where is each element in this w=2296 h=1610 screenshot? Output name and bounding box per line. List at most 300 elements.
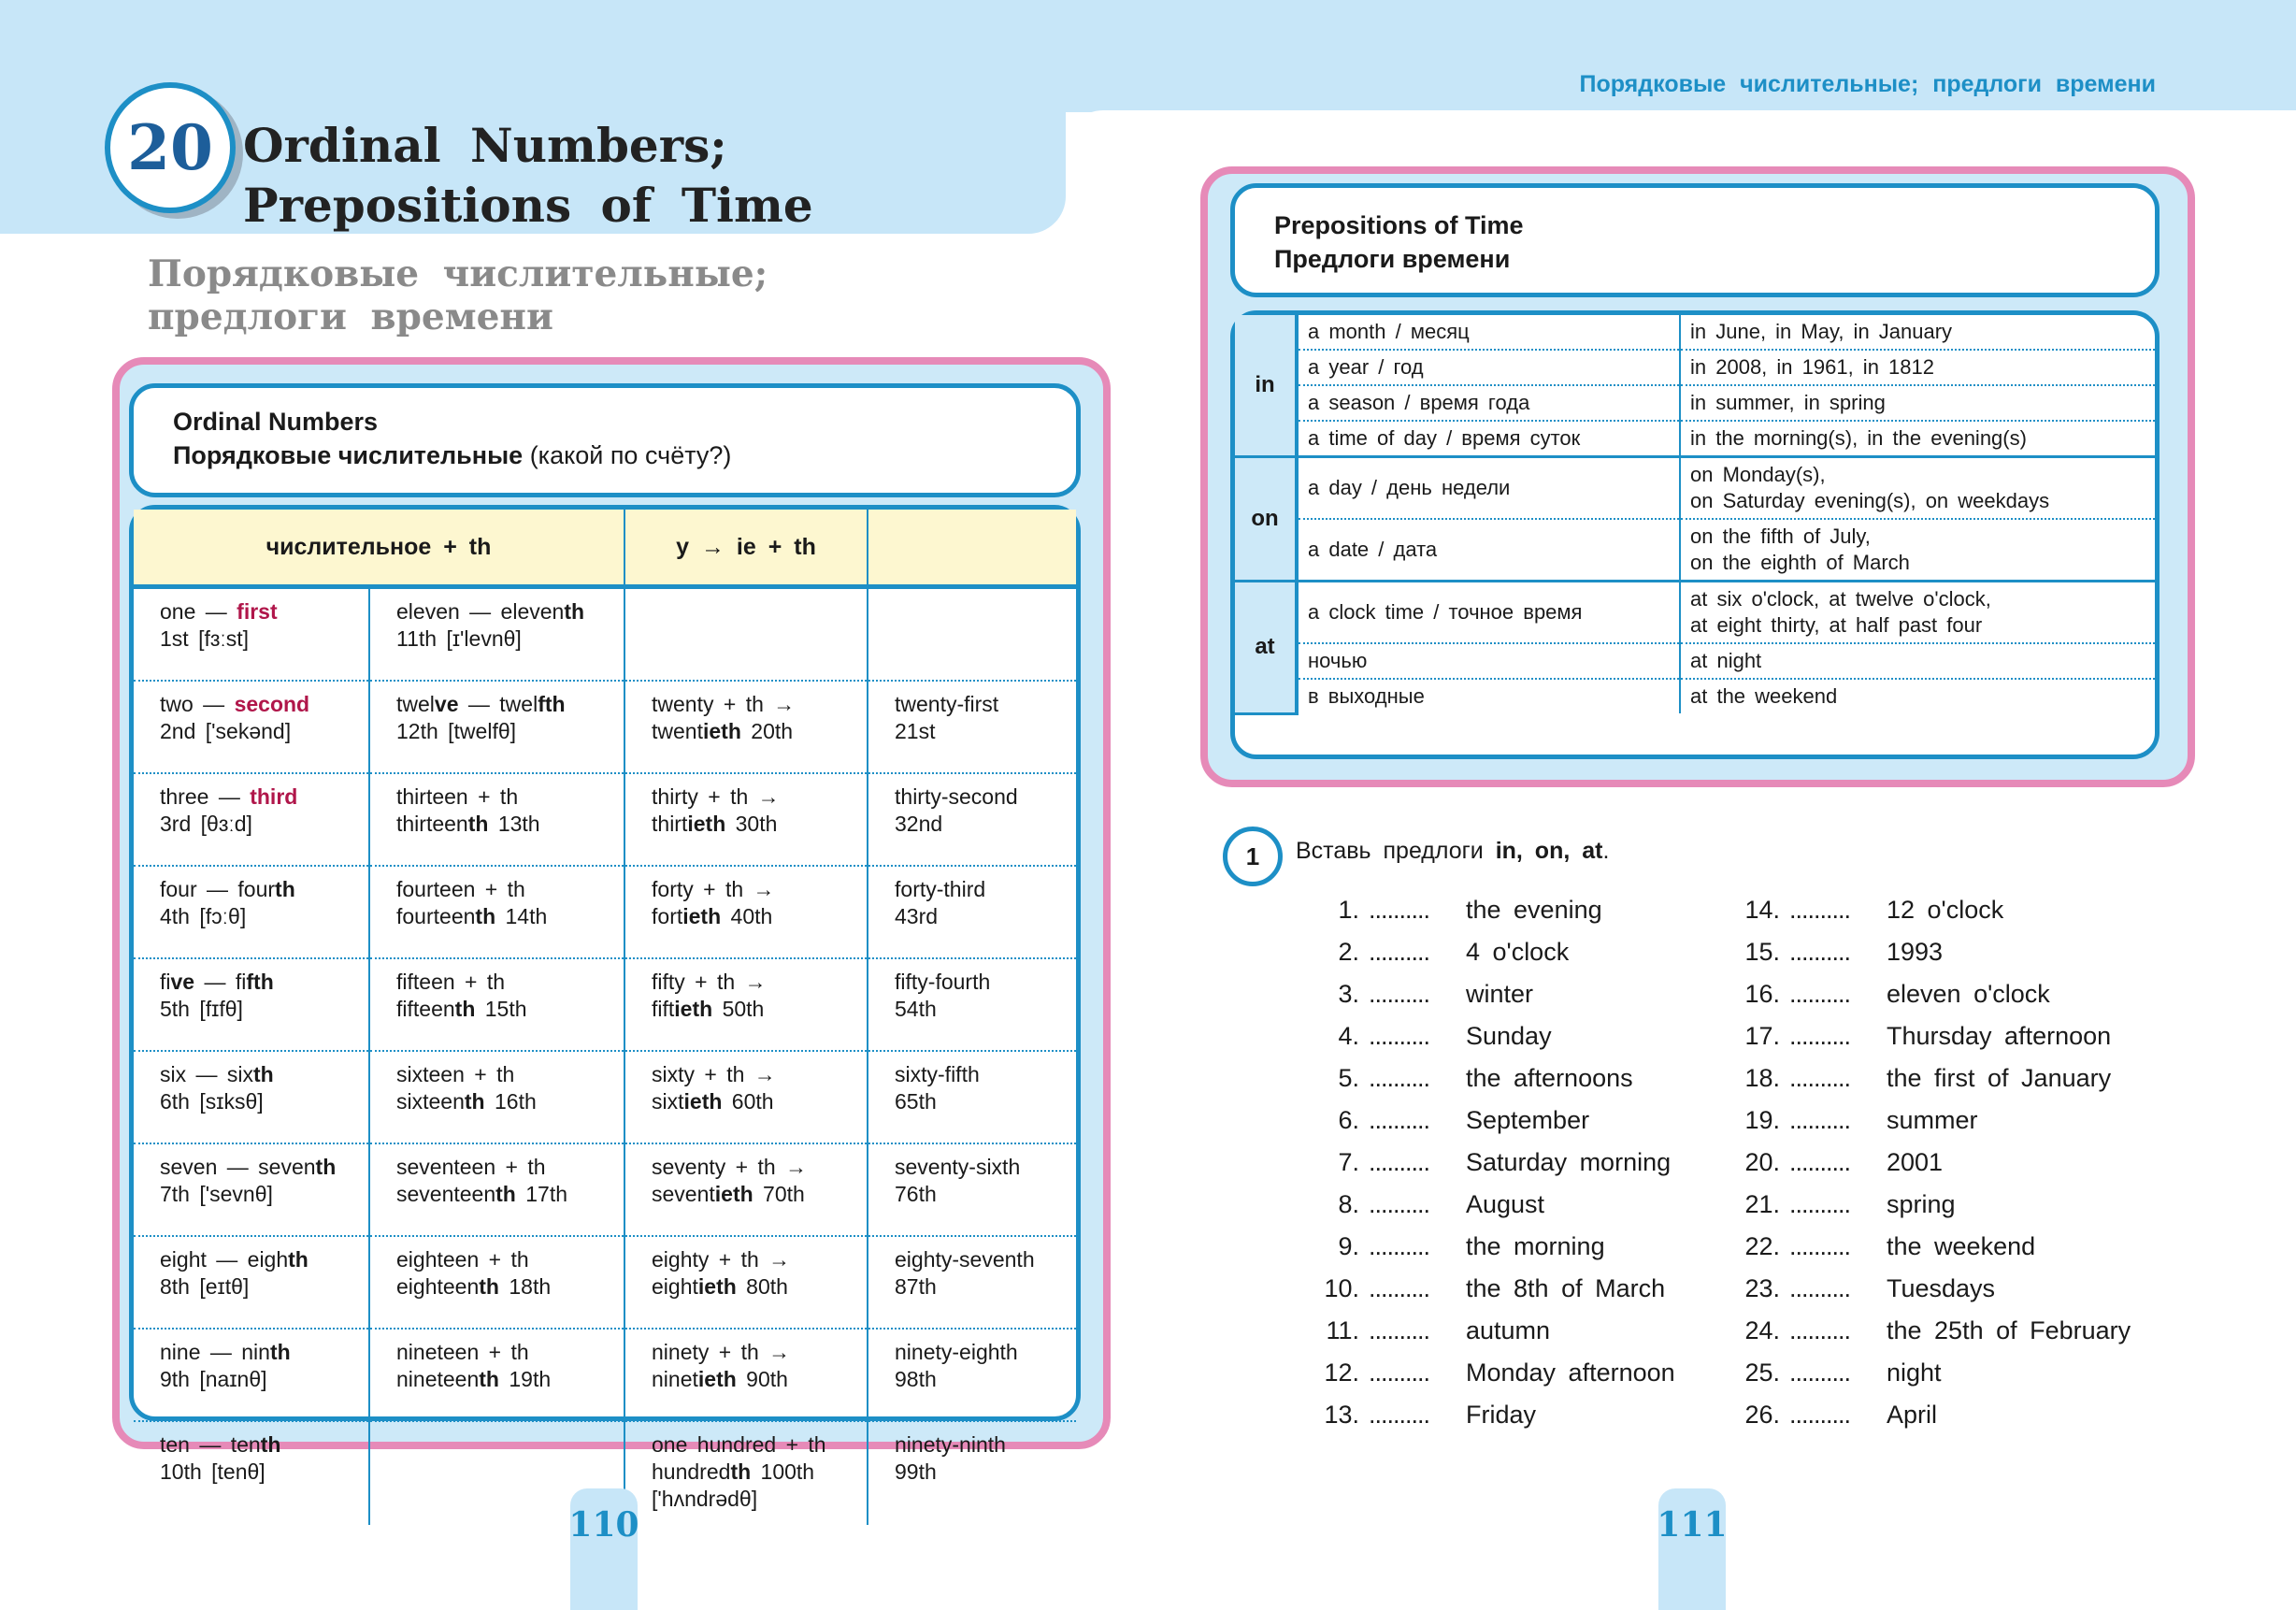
ordinal-text: 70th (753, 1182, 805, 1206)
ordinal-row (134, 587, 1076, 682)
ordinal-result-line: 11th [ɪ'levnθ] (396, 626, 522, 651)
ordinal-text: sevent (652, 1182, 715, 1206)
ordinal-text: 40th (721, 904, 773, 928)
ordinal-word-line (160, 876, 368, 903)
ordinal-highlight: ieth (697, 1274, 737, 1299)
lesson-number-badge (105, 82, 236, 213)
exercise-blank: .......... (1789, 938, 1851, 966)
ordinal-base: six — six (160, 1062, 253, 1086)
ordinal-cell (134, 681, 369, 773)
exercise-blank: .......... (1369, 1022, 1430, 1050)
ordinal-text: twel (396, 692, 435, 716)
ordinal-text: 17th (515, 1182, 568, 1206)
exercise-prepositions: in, on, at (1495, 838, 1603, 864)
example-line: on Saturday evening(s), on weekdays (1690, 489, 2050, 512)
ordinal-text: ninet (652, 1367, 698, 1391)
ordinal-word-line (160, 691, 368, 718)
page-number-tab-right (1658, 1488, 1726, 1610)
ordinal-base: four — four (160, 877, 276, 901)
example-cell (1680, 385, 2155, 421)
ordinal-highlight: ieth (703, 719, 741, 743)
ordinal-cell (624, 681, 868, 773)
ordinal-highlight: th (269, 1340, 291, 1364)
ordinal-text: seventy + th → (652, 1155, 808, 1179)
exercise-item-number: 16. (1744, 980, 1780, 1008)
ordinal-text: eighty + th → (652, 1247, 791, 1272)
ordinal-result-line: 54th (895, 997, 937, 1021)
lesson-subtitle (148, 252, 768, 338)
exercise-blank: .......... (1789, 1232, 1851, 1260)
ordinal-text: 80th (736, 1274, 788, 1299)
exercise-item-number: 7. (1338, 1148, 1359, 1176)
ordinal-text: fourteen (396, 904, 476, 928)
ordinal-text: 16th (484, 1089, 537, 1114)
ordinal-word-line (396, 691, 624, 718)
ordinal-base: nine — nin (160, 1340, 270, 1364)
ordinal-highlight: ieth (697, 1367, 737, 1391)
ordinal-text: eighteen + th (396, 1247, 529, 1272)
example-cell (1680, 315, 2155, 350)
ordinal-cell (369, 773, 624, 866)
ordinal-cell (624, 773, 868, 866)
ordinal-cell (868, 1421, 1076, 1525)
exercise-blank: .......... (1369, 1274, 1430, 1302)
ordinal-word-line (652, 969, 867, 996)
ordinal-cell (369, 1051, 624, 1143)
exercise-item (1729, 1316, 2131, 1345)
ordinal-word-line (396, 1246, 624, 1273)
ordinal-base: — fi (194, 970, 247, 994)
ordinal-word-line (160, 1154, 368, 1181)
ordinal-abbrev-line: 4th [fɔːθ] (160, 904, 247, 928)
ordinal-word-line (396, 969, 624, 996)
ordinal-cell (369, 1236, 624, 1329)
ordinal-text: seventeen + th (396, 1155, 546, 1179)
exercise-item-text: August (1466, 1190, 1545, 1218)
ordinal-base: seven — seven (160, 1155, 316, 1179)
ordinal-text: thirteen + th (396, 784, 519, 809)
exercise-item-text: the morning (1466, 1232, 1605, 1260)
ordinal-word-line (160, 969, 368, 996)
example-line: on Monday(s), (1690, 463, 1826, 486)
exercise-blank: .......... (1789, 1190, 1851, 1218)
running-head: Порядковые числительные; предлоги времени (1579, 71, 2156, 97)
ordinal-highlight: ieth (683, 1089, 723, 1114)
prepositions-row (1235, 421, 2155, 457)
ordinal-cell (868, 1329, 1076, 1421)
ordinal-word-line (396, 783, 624, 811)
exercise-number: 1 (1245, 841, 1260, 870)
ordinal-cell (134, 1421, 369, 1525)
ordinal-text: thirt (652, 812, 688, 836)
ordinal-text: eleven — eleven (396, 599, 565, 624)
exercise-item-text: April (1887, 1401, 1938, 1429)
ordinal-cell (868, 681, 1076, 773)
ordinal-base: three — (160, 784, 251, 809)
ordinal-row (134, 958, 1076, 1051)
ordinal-highlight: third (250, 784, 298, 809)
ordinal-word-line (160, 783, 368, 811)
ordinal-highlight: th (288, 1247, 309, 1272)
column-header-suffix-th: числительное + th (134, 510, 624, 587)
ordinal-cell (868, 773, 1076, 866)
ordinal-result-line (396, 1366, 624, 1393)
ordinal-word-line (895, 1339, 1076, 1366)
ordinal-table (134, 510, 1076, 1525)
ordinal-result-line (396, 996, 624, 1023)
ordinal-cell (369, 866, 624, 958)
ordinal-base: fi (160, 970, 171, 994)
page-number-right: 111 (1657, 1505, 1728, 1545)
ordinal-cell (134, 1329, 369, 1421)
ordinal-abbrev-line: 1st [fɜːst] (160, 626, 250, 651)
exercise-item-number: 23. (1744, 1274, 1780, 1302)
exercise-item-text: Thursday afternoon (1887, 1022, 2112, 1050)
ordinal-text: twenty-first (895, 692, 999, 716)
exercise-item (1729, 1148, 1943, 1177)
ordinal-highlight: th (467, 812, 489, 836)
exercise-item-text: the afternoons (1466, 1064, 1633, 1092)
ordinal-word-line (652, 876, 867, 903)
ordinal-cell (868, 587, 1076, 682)
ordinal-result-line (652, 1088, 867, 1115)
ordinal-text: forty-third (895, 877, 986, 901)
ordinal-row (134, 1143, 1076, 1236)
exercise-item-text: autumn (1466, 1316, 1551, 1344)
exercise-item (1729, 1190, 1956, 1219)
example-line: at six o'clock, at twelve o'clock, (1690, 587, 1991, 611)
exercise-item-text: Sunday (1466, 1022, 1552, 1050)
prepositions-table (1235, 315, 2155, 715)
exercise-blank: .......... (1789, 1022, 1851, 1050)
ordinal-highlight: th (479, 1274, 499, 1299)
exercise-item (1309, 1022, 1552, 1051)
ordinal-highlight: ve (434, 692, 459, 716)
exercise-item-number: 3. (1338, 980, 1359, 1008)
ordinal-word-line (895, 1154, 1076, 1181)
ordinal-abbrev-line: 5th [fɪfθ] (160, 997, 243, 1021)
exercise-blank: .......... (1369, 1064, 1430, 1092)
ordinal-text: 20th (740, 719, 794, 743)
exercise-blank: .......... (1789, 1316, 1851, 1344)
ordinal-text: sixty-fifth (895, 1062, 980, 1086)
ordinal-transcription-line: ['hʌndrədθ] (652, 1487, 758, 1511)
prepositions-row (1235, 519, 2155, 582)
ordinal-highlight: ieth (674, 997, 713, 1021)
exercise-number-badge (1223, 827, 1283, 886)
exercise-blank: .......... (1789, 1148, 1851, 1176)
ordinal-title-en: Ordinal Numbers (173, 408, 379, 436)
ordinal-highlight: ieth (682, 904, 722, 928)
exercise-item-text: eleven o'clock (1887, 980, 2050, 1008)
ordinal-table-header (134, 510, 1076, 587)
example-line: in summer, in spring (1690, 391, 1886, 414)
ordinal-highlight: th (260, 1432, 281, 1457)
prepositions-title-ru: Предлоги времени (1274, 245, 1511, 273)
ordinal-text: fifteen (396, 997, 455, 1021)
ordinal-row (134, 1329, 1076, 1421)
prepositions-row (1235, 643, 2155, 679)
exercise-item-number: 26. (1744, 1401, 1780, 1429)
ordinal-text: — twel (458, 692, 538, 716)
exercise-item-text: the weekend (1887, 1232, 2036, 1260)
prepositions-row (1235, 457, 2155, 520)
ordinal-word-line (160, 1061, 368, 1088)
exercise-item-number: 8. (1338, 1190, 1359, 1218)
preposition-in-label: in (1235, 315, 1297, 457)
ordinal-text: twent (652, 719, 703, 743)
ordinal-text: 13th (488, 812, 540, 836)
ordinal-cell (369, 1143, 624, 1236)
ordinal-row (134, 1051, 1076, 1143)
exercise-blank: .......... (1369, 1232, 1430, 1260)
ordinal-text: ninety-ninth (895, 1432, 1006, 1457)
ordinal-text: forty + th → (652, 877, 775, 901)
ordinal-result-line: 99th (895, 1459, 937, 1484)
ordinal-cell (868, 958, 1076, 1051)
exercise-item (1309, 1148, 1671, 1177)
exercise-blank: .......... (1369, 1401, 1430, 1429)
ordinal-highlight: th (454, 997, 476, 1021)
ordinal-result-line: 87th (895, 1274, 937, 1299)
exercise-item-text: Saturday morning (1466, 1148, 1672, 1176)
ordinal-result-line: 76th (895, 1182, 937, 1206)
example-cell (1680, 350, 2155, 385)
ordinal-highlight: fth (246, 970, 274, 994)
ordinal-result-line (652, 996, 867, 1023)
ordinal-word-line (396, 1154, 624, 1181)
ordinal-abbrev-line: 8th [eɪtθ] (160, 1274, 250, 1299)
example-line: on the fifth of July, (1690, 525, 1871, 548)
exercise-item (1309, 1106, 1589, 1135)
exercise-item-number: 12. (1324, 1358, 1359, 1387)
ordinal-text: nineteen + th (396, 1340, 529, 1364)
ordinal-word-line (652, 1246, 867, 1273)
exercise-blank: .......... (1789, 1274, 1851, 1302)
ordinal-text: 50th (712, 997, 765, 1021)
ordinal-base: eight — eigh (160, 1247, 289, 1272)
ordinal-cell (624, 958, 868, 1051)
exercise-item-text: Monday afternoon (1466, 1358, 1675, 1387)
ordinal-highlight: th (464, 1089, 485, 1114)
exercise-item (1729, 938, 1943, 967)
ordinal-abbrev-line: 3rd [θɜːd] (160, 812, 252, 836)
ordinal-abbrev-line: 9th [naɪnθ] (160, 1367, 267, 1391)
ordinal-text: 30th (725, 812, 778, 836)
example-cell (1680, 519, 2155, 582)
ordinal-text: twenty + th → (652, 692, 796, 716)
exercise-blank: .......... (1789, 980, 1851, 1008)
ordinal-result-line (652, 718, 867, 745)
ordinal-row (134, 866, 1076, 958)
ordinal-highlight: first (237, 599, 278, 624)
ordinal-text: sixty + th → (652, 1062, 776, 1086)
ordinal-result-line: 65th (895, 1089, 937, 1114)
ordinal-word-line (652, 1061, 867, 1088)
ordinal-text: 18th (498, 1274, 552, 1299)
ordinal-text: fifty-fourth (895, 970, 991, 994)
ordinal-word-line (895, 1061, 1076, 1088)
ordinal-title-hint: (какой по счёту?) (529, 441, 732, 469)
ordinal-highlight: th (315, 1155, 337, 1179)
ordinal-text: ninety + th → (652, 1340, 791, 1364)
prepositions-row (1235, 385, 2155, 421)
prepositions-table-container (1230, 310, 2160, 759)
exercise-blank: .......... (1789, 1401, 1851, 1429)
ordinal-result-line (396, 903, 624, 930)
ordinal-text: thirty-second (895, 784, 1018, 809)
ordinal-cell (624, 1051, 868, 1143)
exercise-item-number: 9. (1338, 1232, 1359, 1260)
ordinal-highlight: th (495, 1182, 516, 1206)
ordinal-text: nineteen (396, 1367, 480, 1391)
example-cell (1680, 421, 2155, 457)
exercise-item-text: Friday (1466, 1401, 1537, 1429)
ordinal-abbrev-line: 10th [tenθ] (160, 1459, 265, 1484)
exercise-item-number: 25. (1744, 1358, 1780, 1387)
ordinal-text: 19th (498, 1367, 552, 1391)
ordinal-word-line (396, 876, 624, 903)
ordinal-result-line: 43rd (895, 904, 939, 928)
prepositions-row (1235, 679, 2155, 713)
exercise-instruction-text: Вставь предлоги (1296, 838, 1484, 864)
exercise-blank: .......... (1369, 1358, 1430, 1387)
ordinal-text: eight (652, 1274, 698, 1299)
ordinal-word-line (652, 783, 867, 811)
exercise-item-text: September (1466, 1106, 1590, 1134)
ordinal-base: one — (160, 599, 237, 624)
exercise-item-text: Tuesdays (1887, 1274, 1996, 1302)
ordinal-result-line: 32nd (895, 812, 943, 836)
exercise-item-number: 17. (1744, 1022, 1780, 1050)
exercise-item (1309, 1401, 1536, 1430)
exercise-item (1309, 1232, 1605, 1261)
exercise-blank: .......... (1369, 896, 1430, 924)
ordinal-word-line (652, 1154, 867, 1181)
exercise-item (1729, 1274, 1995, 1303)
ordinal-cell (134, 1051, 369, 1143)
ordinal-row (134, 1236, 1076, 1329)
prepositions-title-en: Prepositions of Time (1274, 211, 1524, 239)
ordinal-cell (868, 1051, 1076, 1143)
ordinal-result-line (396, 1088, 624, 1115)
exercise-item-number: 20. (1744, 1148, 1780, 1176)
ordinal-result-line: 12th [twelfθ] (396, 719, 517, 743)
exercise-item-number: 24. (1744, 1316, 1780, 1344)
ordinal-cell (868, 866, 1076, 958)
ordinal-word-line (895, 1431, 1076, 1459)
ordinal-result-line (652, 1181, 867, 1208)
ordinal-result-line (396, 811, 624, 838)
ordinal-row (134, 681, 1076, 773)
exercise-blank: .......... (1369, 980, 1430, 1008)
ordinal-abbrev-line: 7th ['sevnθ] (160, 1182, 273, 1206)
exercise-item-number: 11. (1326, 1316, 1359, 1344)
ordinal-text: sixteen + th (396, 1062, 515, 1086)
exercise-item-text: spring (1887, 1190, 1956, 1218)
exercise-item-text: 4 o'clock (1466, 938, 1570, 966)
ordinal-cell (134, 587, 369, 682)
time-unit-cell: в выходные (1297, 679, 1680, 713)
exercise-item (1309, 1316, 1550, 1345)
exercise-item (1729, 1022, 2111, 1051)
exercise-item-number: 4. (1338, 1022, 1359, 1050)
ordinal-result-line (652, 1273, 867, 1301)
ordinal-cell (369, 1329, 624, 1421)
exercise-item-number: 10. (1324, 1274, 1359, 1302)
column-header-compound (868, 510, 1076, 587)
ordinal-text: seventeen (396, 1182, 496, 1206)
ordinal-result-line (396, 1181, 624, 1208)
ordinal-cell (624, 1236, 868, 1329)
ordinal-highlight: ve (170, 970, 195, 994)
ordinal-highlight: th (564, 599, 585, 624)
ordinal-cell (624, 1143, 868, 1236)
ordinal-text: fort (652, 904, 683, 928)
time-unit-cell: a season / время года (1297, 385, 1680, 421)
ordinal-cell (134, 1236, 369, 1329)
ordinal-cell (369, 958, 624, 1051)
exercise-item-number: 2. (1338, 938, 1359, 966)
ordinal-text: one hundred + th (652, 1432, 826, 1457)
time-unit-cell: a day / день недели (1297, 457, 1680, 520)
ordinal-cell (868, 1143, 1076, 1236)
exercise-item (1729, 896, 2003, 925)
ordinal-text: 14th (495, 904, 548, 928)
ordinal-cell (134, 773, 369, 866)
ordinal-result-line (652, 1366, 867, 1393)
exercise-item-text: the 25th of February (1887, 1316, 2131, 1344)
ordinal-word-line (652, 1339, 867, 1366)
exercise-blank: .......... (1369, 1190, 1430, 1218)
ordinal-base: ten — ten (160, 1432, 261, 1457)
ordinal-text: thirty + th → (652, 784, 780, 809)
exercise-item-text: the first of January (1887, 1064, 2112, 1092)
ordinal-result-line (652, 811, 867, 838)
exercise-blank: .......... (1789, 1064, 1851, 1092)
exercise-blank: .......... (1369, 1148, 1430, 1176)
ordinal-word-line (895, 969, 1076, 996)
ordinal-highlight: th (253, 1062, 274, 1086)
example-line: at night (1690, 649, 1762, 672)
ordinal-cell (868, 1236, 1076, 1329)
ordinal-table-container (129, 505, 1081, 1511)
exercise-item-text: 1993 (1887, 938, 1944, 966)
exercise-item-number: 19. (1744, 1106, 1780, 1134)
ordinal-highlight: second (234, 692, 310, 716)
exercise-item (1309, 896, 1602, 925)
exercise-item-text: 12 o'clock (1887, 896, 2004, 924)
example-cell (1680, 457, 2155, 520)
ordinal-cell (624, 1421, 868, 1525)
lesson-title-line-1: Ordinal Numbers; (243, 118, 727, 173)
time-unit-cell: a clock time / точное время (1297, 582, 1680, 644)
example-cell (1680, 679, 2155, 713)
ordinal-text: hundred (652, 1459, 731, 1484)
ordinal-panel-header (129, 383, 1081, 497)
exercise-item (1309, 980, 1533, 1009)
ordinal-result-line (652, 1459, 867, 1486)
prepositions-row (1235, 315, 2155, 350)
ordinal-highlight: th (275, 877, 295, 901)
ordinal-cell (624, 587, 868, 682)
exercise-item (1729, 1401, 1937, 1430)
ordinal-text: fourteen + th (396, 877, 525, 901)
example-line: on the eighth of March (1690, 551, 1910, 574)
ordinal-cell (624, 1329, 868, 1421)
exercise-item-number: 5. (1338, 1064, 1359, 1092)
exercise-item-number: 13. (1324, 1401, 1359, 1429)
